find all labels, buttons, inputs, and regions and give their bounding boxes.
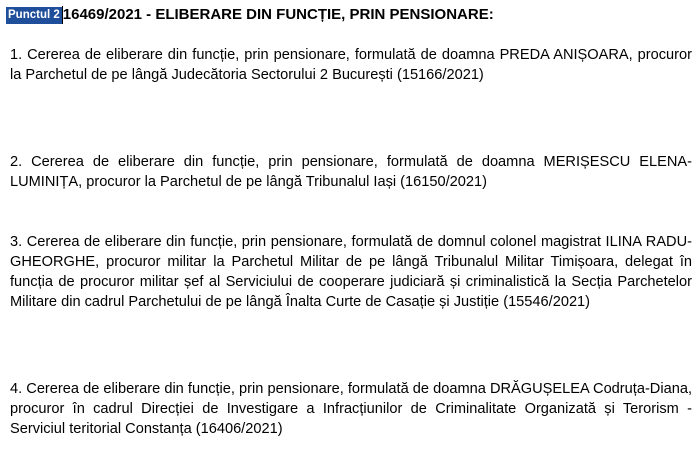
request-item-1: 1. Cererea de eliberare din funcție, prin pensionare, formulată de doamna PREDA ANIȘOARA, procuror la Parchetul de pe lângă Judecătoria Sectorului 2 București (15166/2021) [10,47,692,83]
request-item-2: 2. Cererea de eliberare din funcție, prin pensionare, formulată de doamna MERIȘESCU ELENA-LUMINIȚA, procuror la Parchetul de pe lângă Tribunalul Iași (16150/2021) [10,154,692,190]
agenda-point-header [6,5,696,25]
agenda-point-title: 16469/2021 - ELIBERARE DIN FUNCȚIE, PRIN PENSIONARE: [62,6,494,23]
agenda-point-badge: Punctul 2 [6,7,62,24]
request-item-4: 4. Cererea de eliberare din funcție, prin pensionare, formulată de doamna DRĂGUȘELEA Codruța-Diana, procuror în cadrul Direcției de Investigare a Infracțiunilor de Criminalitate Organizată și Terorism - Serviciul teritorial Constanța (16406/2021) [10,381,692,437]
request-item-3: 3. Cererea de eliberare din funcție, prin pensionare, formulată de domnul colonel magistrat ILINA RADU-GHEORGHE, procuror militar la Parchetul Militar de pe lângă Tribunalul Militar Timișoara, delegat în funcția de procuror militar șef al Serviciului de cooperare judiciară și criminalistică la Secția Parchetelor Militare din cadrul Parchetului de pe lângă Înalta Curte de Casație și Justiție (15546/2021) [10,234,692,310]
